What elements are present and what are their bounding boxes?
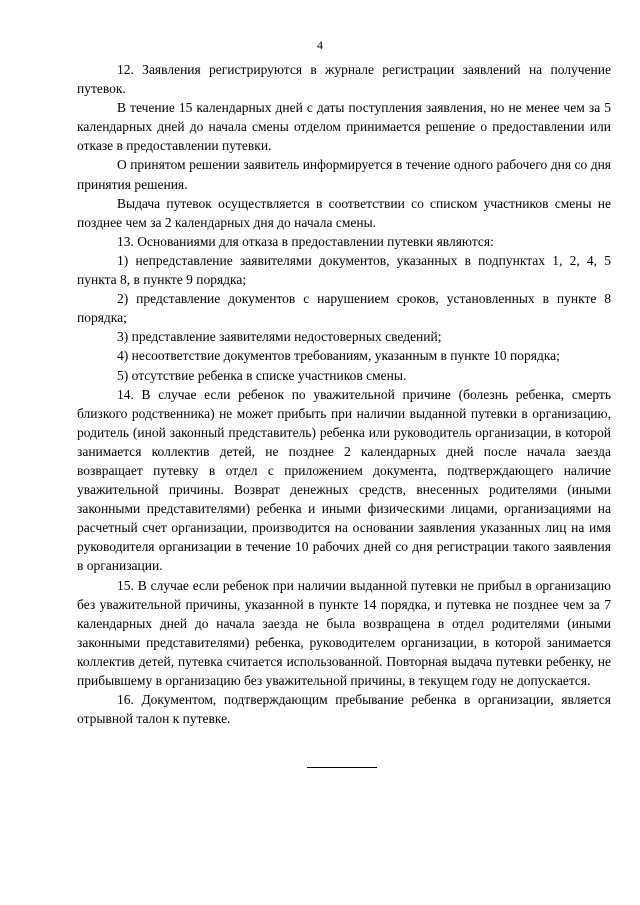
paragraph-15-invalid-absence: 15. В случае если ребенок при наличии выданной путевки не прибыл в организацию без уважительной причины, указанной в пункте 14 порядка, и путевка не позднее чем за 7 календарных дней до начала заезда не была возвращена в отдел родителями (иными законными представителями) ребенка, руководителем организации, в которой занимается коллектив детей, путевка считается использованной. Повторная выдача путевки ребенку, не прибывшему в организацию без уважительной причины, в текущем году не допускается. <box>77 577 611 688</box>
list-item-refusal-4: 4) несоответствие документов требованиям, указанным в пункте 10 порядка; <box>117 348 560 364</box>
paragraph-decision-deadline: В течение 15 календарных дней с даты поступления заявления, но не менее чем за 5 календарных дней до начала смены отделом принимается решение о предоставлении или отказе в предоставлении путевки. <box>77 100 611 154</box>
paragraph-12-registration: 12. Заявления регистрируются в журнале регистрации заявлений на получение путевок. <box>77 62 611 97</box>
paragraph-voucher-issuance: Выдача путевок осуществляется в соответствии со списком участников смены не позднее чем за 2 календарных дня до начала смены. <box>77 195 611 230</box>
page-number: 4 <box>317 38 323 52</box>
paragraph-13-refusal-grounds: 13. Основаниями для отказа в предоставлении путевки являются: <box>117 233 494 249</box>
paragraph-applicant-notification: О принятом решении заявитель информируется в течение одного рабочего дня со дня принятия решения. <box>77 157 611 192</box>
document-end-divider <box>307 767 377 768</box>
list-item-refusal-2: 2) представление документов с нарушением сроков, установленных в пункте 8 порядка; <box>77 291 611 326</box>
paragraph-14-valid-absence: 14. В случае если ребенок по уважительной причине (болезнь ребенка, смерть близкого родственника) не может прибыть при наличии выданной путевки в организацию, родитель (иной законный представитель) ребенка или руководитель организации, в которой занимается коллектив детей, не позднее 2 календарных дней после начала заезда возвращает путевку в отдел с приложением документа, подтверждающего наличие уважительной причины. Возврат денежных средств, внесенных родителями (иными законными представителями) ребенка и иными физическими лицами, организациями на расчетный счет организации, производится на основании заявления указанных лиц на имя руководителя организации в течение 10 рабочих дней со дня регистрации такого заявления в организации. <box>77 386 611 574</box>
list-item-refusal-3: 3) представление заявителями недостоверных сведений; <box>117 329 442 345</box>
document-body <box>77 60 611 728</box>
list-item-refusal-5: 5) отсутствие ребенка в списке участников смены. <box>117 367 407 383</box>
list-item-refusal-1: 1) непредставление заявителями документов, указанных в подпунктах 1, 2, 4, 5 пункта 8, в пункте 9 порядка; <box>77 252 611 288</box>
paragraph-16-confirmation-document: 16. Документом, подтверждающим пребывание ребенка в организации, является отрывной талон к путевке. <box>77 692 611 727</box>
